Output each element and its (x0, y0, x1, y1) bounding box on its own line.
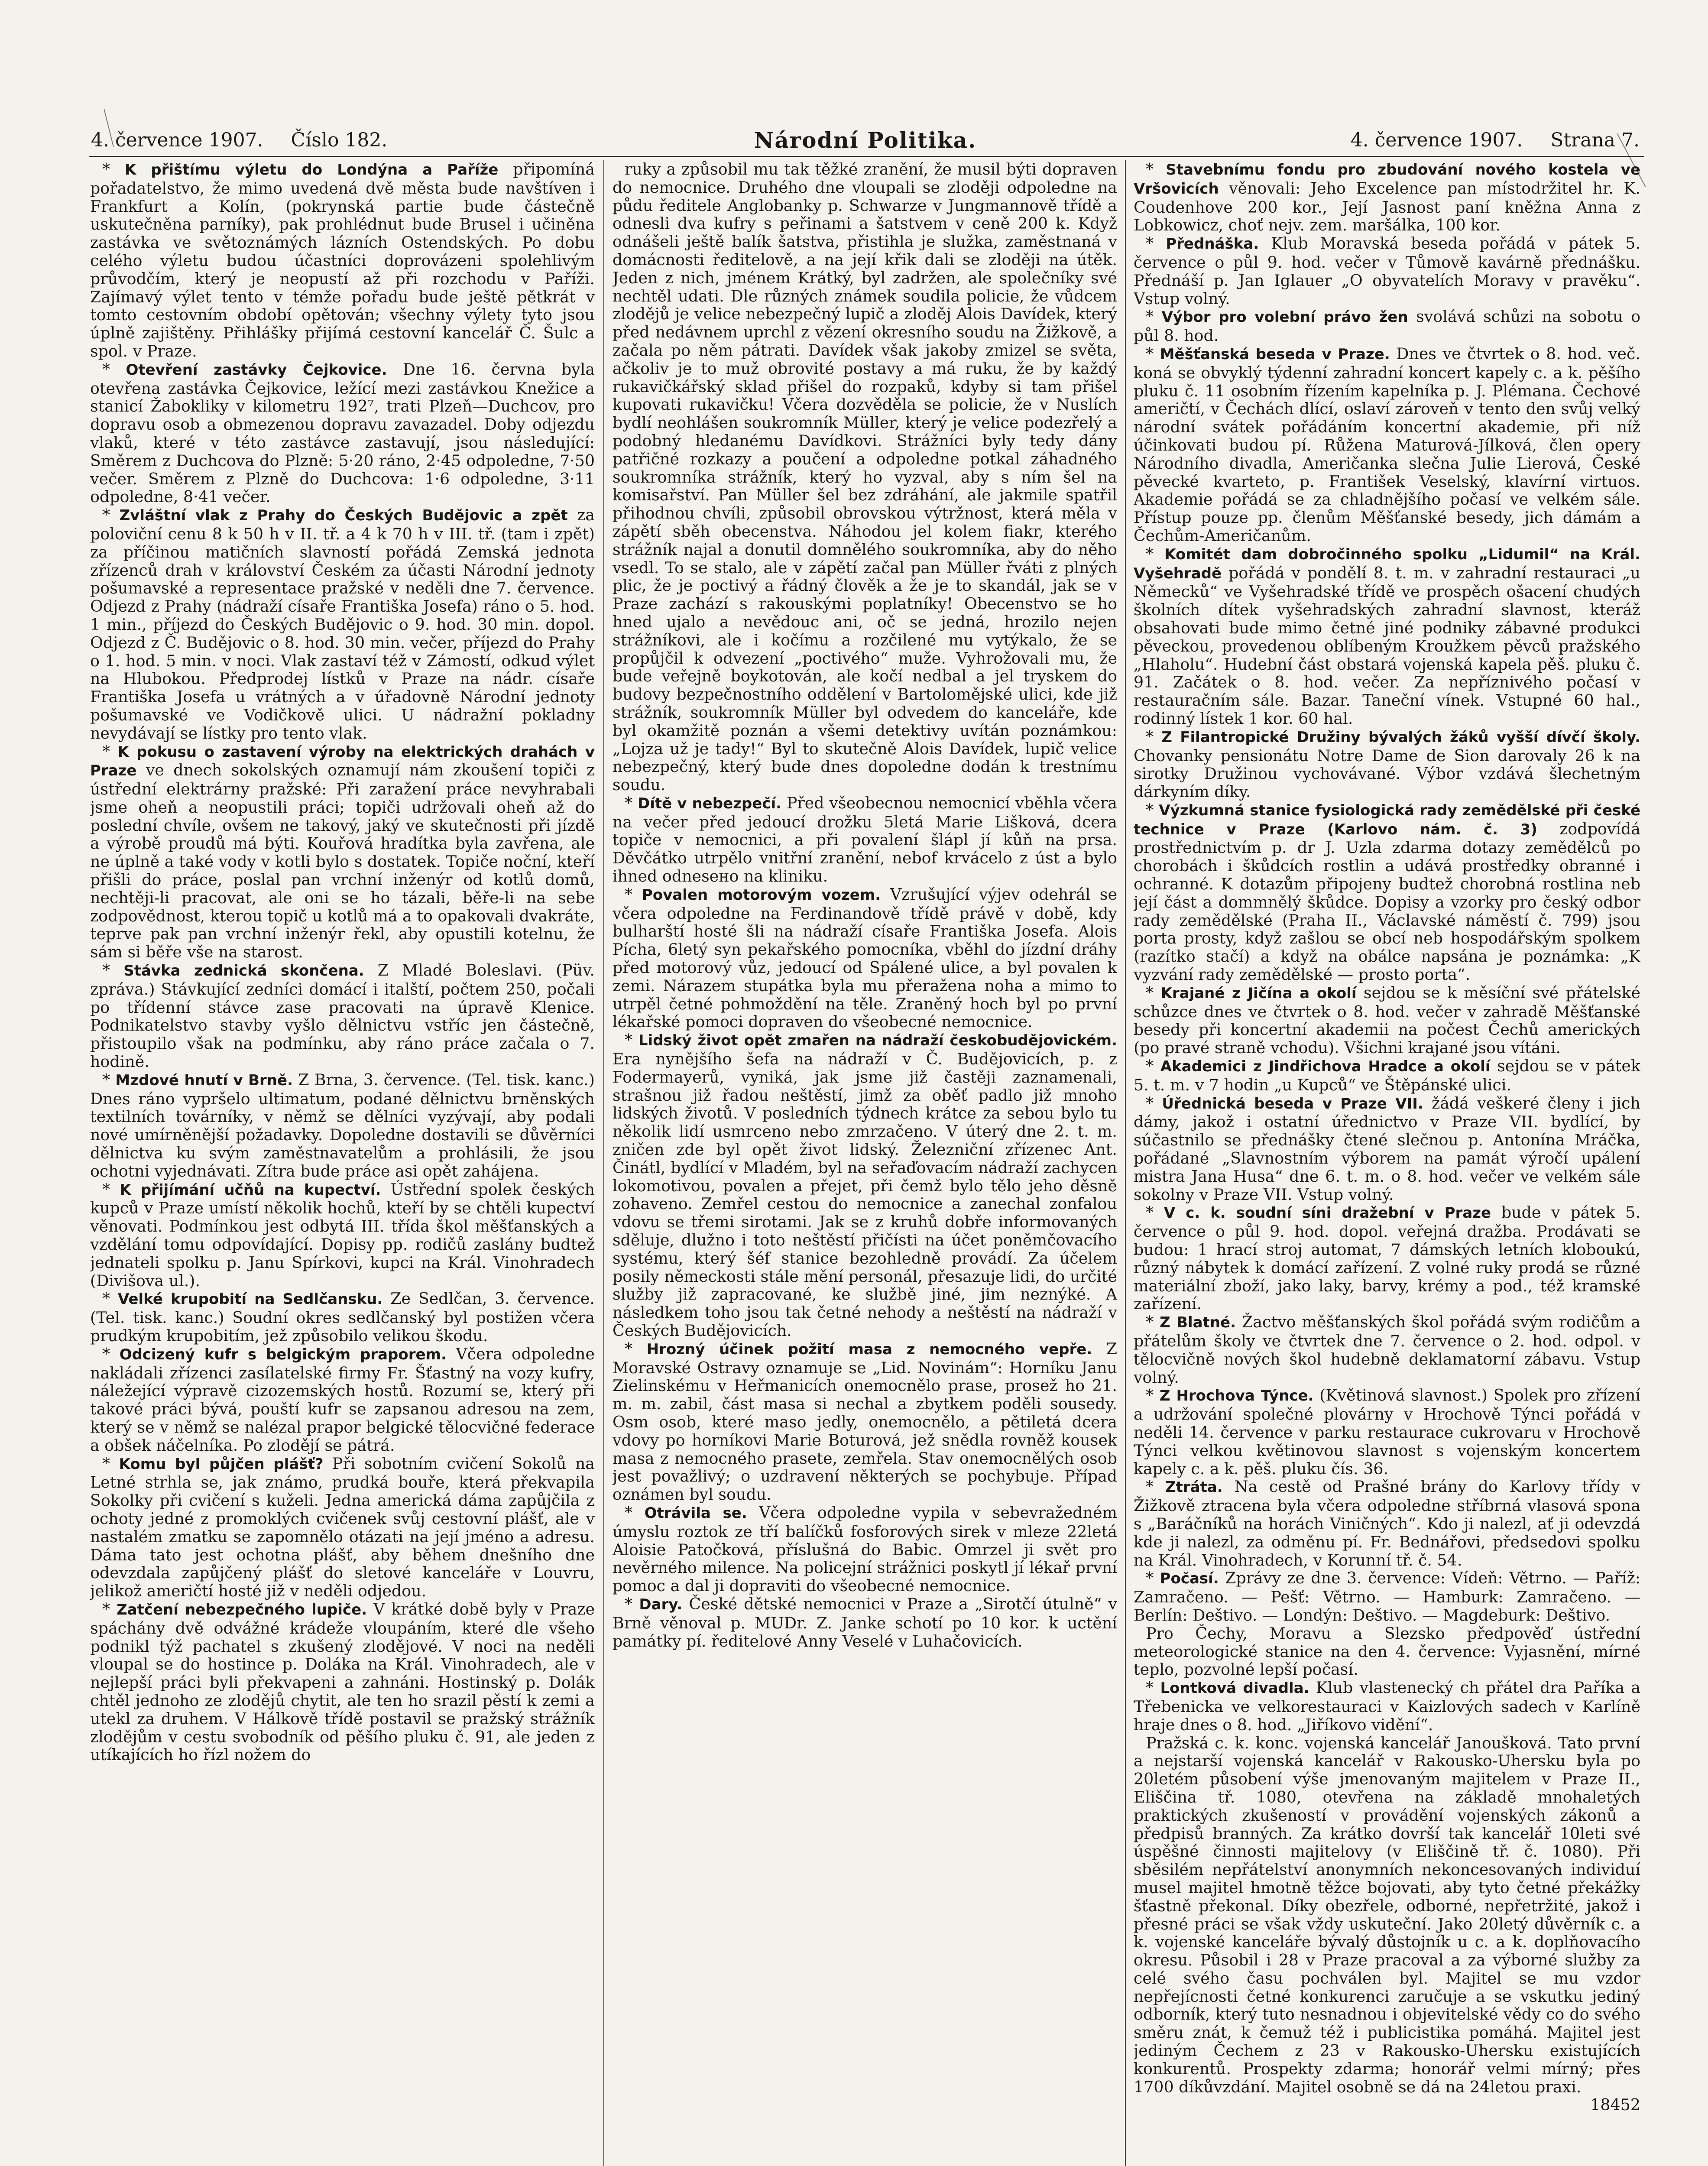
article-item: * K přištímu výletu do Londýna a Paříže připomíná pořadatelstvo, že mimo uvedená dvě města bude navštíven i Frankfurt a Kolín, (pokrynská partie bude částečně uskutečněna parníky), pak prohlédnut bude Brusel i učiněna zastávka ve světoznámých lázních Ostendských. Po dobu celého výletu budou účastníci doprovázeni spolehlivým průvodčím, který je neopustí až při rozchodu v Paříži. Zajímavý výlet tento v témže pořadu bude ještě pětkrát v tomto cestovním období opětován; všechny výlety tyto jsou úplně zajištěny. Přihlášky přijímá cestovní kancelář Č. Šulc a spol. v Praze. (90, 160, 595, 360)
article-heading: Z Hrochova Týnce. (1159, 1387, 1314, 1405)
article-heading: Z Blatné. (1160, 1314, 1236, 1332)
article-heading: Měšťanská beseda v Praze. (1160, 345, 1390, 363)
article-body: Z Brna, 3. července. (Tel. tisk. kanc.) Dnes ráno vypršelo ultimatum, podané dělnictvu brněnských textilních továrníky, v němž se dělníci vyzývají, aby podali nové umírněnější požadavky. Dopoledne dostavili se důvěrníci dělnictva ku svým zaměstnavatelům a prohlásili, že jsou ochotni vyjednávati. Zítra bude práce asi opět zahájena. (90, 1070, 595, 1180)
article-body: svolává schůzi na sobotu o půl 8. hod. (1134, 307, 1640, 345)
article-heading: Počasí. (1160, 1570, 1219, 1588)
article-item: * Dítě v nebezpečí. Před všeobecnou nemocnicí vběhla včera na večer před jedoucí drožku 5letá Marie Lišková, dcera topiče v nemocnici, a při povalení šlápl jí kůň na prsa. Děvčátko utrpělo vnitřní zranění, nebof krvácelo z úst a bylo ihned odnesено na kliniku. (613, 793, 1117, 886)
article-heading: Mzdové hnutí v Brně. (115, 1071, 293, 1089)
article-item: * Výbor pro volební právo žen svolává schůzi na sobotu o půl 8. hod. (1134, 307, 1640, 345)
article-body: pořádá v pondělí 8. t. m. v zahradní restauraci „u Německů“ ve Vyšehradské třídě ve prospěch ošacení chudých školních dítek vyšehradských zahradní slavnost, kteráž obsahovati bude mimo četné jiné podniky zábavné produkci pěveckou, provedenou oblíbeným Kroužkem pěvců pražského „Hlaholu“. Hudební část obstará vojenská kapela pěš. pluku č. 91. Začátek o 8. hod. večer. Za nepříznivého počasí v restauračním sále. Bazar. Taneční vínek. Vstupné 60 hal., rodinný lístek 1 kor. 60 hal. (1134, 563, 1640, 728)
article-heading: Lontková divadla. (1160, 1680, 1309, 1697)
article-body: Z Moravské Ostravy oznamuje se „Lid. Novinám“: Horníku Janu Zielinskému v Heřmanicích onemocnělo prase, prosež ho 21. m. m. zabil, část masa si nechal a zbytkem poděli sousedy. Osm osob, které maso jedly, onemocnělo, a pětiletá dcera vdovy po horníkovi Marie Boturová, jež snědla rovněž kousek masa z nemocného prasete, zemřela. Stav onemocnělých osob jest považlivý; o uzdravení některých se pochybuje. Případ oznámen byl soudu. (613, 1339, 1117, 1504)
article-body: zodpovídá prostřednictvím p. dr J. Uzla zdarma dotazy zemědělců po chorobách i škůdcích rostlin a udává prostředky obranné i ochranné. K dotazům připojeny budtež chorobná rostlina neb její část a dommnělý škůdce. Dopisy a vzorky pro český odbor rady zemědělské (Praha II., Václavské náměstí č. 799) jsou porta prosty, když zašlou se obcí neb hospodářským spolkem (razítko stačí) a když na obálce napsána je poznámka: „K vyzvání rady zemědělské — prosto porta“. (1134, 819, 1640, 984)
article-item: * V c. k. soudní síni dražební v Praze bude v pátek 5. července o půl 9. hod. dopol. veřejná dražba. Prodávati se budou: 1 hrací stroj automat, 7 dámských letních kloboukú, různý nábytek k domácí zařízení. Z volné ruky prodá se různé materiální zboží, jako laky, barvy, krémy a pod., též kramské zařízení. (1134, 1203, 1640, 1313)
article-heading: Komitét dam dobročinného spolku „Lidumil“ na Král. Vyšehradě (1134, 545, 1640, 582)
article-body: Včera odpoledne nakládali zřízenci zasílatelské firmy Fr. Šťastný na vozy kufry, náležející výpravě cizozemských hostů. Rozumí se, který při takové práci bývá, pouští kufr se zapsanou adresou na zem, který se v němž se nalézal prapor belgické tělocvičné federace a obšek náčelníka. Po zlodějí se pátrá. (90, 1344, 595, 1455)
article-item (1134, 2096, 1640, 2114)
header-left (91, 129, 387, 151)
article-item: * Počasí. Zprávy ze dne 3. července: Vídeň: Větrno. — Paříž: Zamračeno. — Pešť: Větrno. — Hamburk: Zamračeno. — Berlín: Deštivo. — Londýn: Deštivo. — Magdeburk: Deštivo. (1134, 1569, 1640, 1624)
header-right (1351, 129, 1640, 151)
article-heading: Výzkumná stanice fysiologická rady zemědělské při české technice v Praze (Karlovo nám. č. 3) (1134, 801, 1640, 838)
article-body: Dnes ve čtvrtek o 8. hod. več. koná se obvyklý týdenní zahradní koncert kapely c. a k. pěšího pluku č. 11 osobním řízením kapelníka p. J. Plémana. Čechové američtí, v Čechách dlící, oslaví zároveň v tento den svůj velký národní svátek pořádáním koncertní akademie, při níž účinkovati budou pí. Růžena Maturová-Jílková, člen opery Národního divadla, Američanka slečna Julie Lierová, České pěvecké kvarteto, p. František Veselský, klavírní virtuos. Akademie pořádá se za chladnějšího počasí ve velkém sále. Přístup pouze pp. členům Měšťanské besedy, jich dámám a Čechům-Američanům. (1134, 344, 1640, 545)
article-item: * Z Filantropické Družiny bývalých žáků vyšší dívčí školy. Chovanky pensionátu Notre Dame de Sion darovaly 26 k na sirotky Družinou vychovávané. Výbor vzdává šlechetným dárkyním díky. (1134, 727, 1640, 801)
article-heading: Ztráta. (1165, 1479, 1223, 1496)
article-item: * Dary. České dětské nemocnici v Praze a „Sirotčí útulně“ v Brně věnoval p. MUDr. Z. Janke schotí po 10 kor. k uctění památky pí. ředitelové Anny Veselé v Luhačovicích. (613, 1594, 1117, 1650)
article-body: Ze Sedlčan, 3. července. (Tel. tisk. kanc.) Soudní okres sedlčanský byl postižen včera prudkým krupobitím, jež způsobilo velikou škodu. (90, 1289, 595, 1345)
article-item: * Výzkumná stanice fysiologická rady zemědělské při české technice v Praze (Karlovo nám. č. 3) zodpovídá prostřednictvím p. dr J. Uzla zdarma dotazy zemědělců po chorobách i škůdcích rostlin a udává prostředky obranné i ochranné. K dotazům připojeny budtež chorobná rostlina neb její část a dommnělý škůdce. Dopisy a vzorky pro český odbor rady zemědělské (Praha II., Václavské náměstí č. 799) jsou porta prosty, když zašlou se obcí neb hospodářským spolkem (razítko stačí) a když na obálce napsána je poznámka: „K vyzvání rady zemědělské — prosto porta“. (1134, 800, 1640, 984)
article-heading: Přednáška. (1166, 235, 1259, 253)
article-item: * Povalen motorovým vozem. Vzrušující výjev odehrál se včera odpoledne na Ferdinandově třídě právě v době, kdy bulharští hosté šli na nádraží císaře Františka Josefa. Alois Pícha, 6letý syn pekařského pomocníka, vběhl do jízdní dráhy před motorový vůz, jedoucí od Spálené ulice, a byl povalen k zemi. Nárazem stupátka byla mu přeražena noha a mimo to utrpěl četné pohmoždění na těle. Zraněný hoch byl po první lékařské pomoci dopraven do všeobecné nemocnice. (613, 885, 1117, 1031)
article-item: * Otevření zastávky Čejkovice. Dne 16. června byla otevřena zastávka Čejkovice, ležící mezi zastávkou Knežice a stanicí Žabokliky v kilometru 192⁷, trati Plzeň—Duchcov, pro dopravu osob a obmezenou dopravu zavazadel. Doby odjezdu vlaků, které v této zastávce zastavují, jsou následující: Směrem z Duchcova do Plzně: 5·20 ráno, 2·45 odpoledne, 7·50 večer. Směrem z Plzně do Duchcova: 1·6 odpoledne, 3·11 odpoledne, 8·41 večer. (90, 360, 595, 506)
article-item (1134, 1734, 1640, 2096)
article-body: Pro Čechy, Moravu a Slezsko předpověď ústřední meteorologické stanice na den 4. července: Vyjasnění, mírné teplo, pozvolné lepší počasí. (1134, 1624, 1640, 1679)
article-heading: Hrozný účinek požití masa z nemocného vepře. (646, 1340, 1092, 1358)
column-3 (1134, 160, 1640, 2166)
article-body: Ústřední spolek českých kupců v Praze umístí několik hochů, kteří by se chtěli kupectví věnovati. Podmínkou jest odbytá III. třída škol měšťanských a vzdělání tomu odpovídající. Dopisy pp. rodičů zaslány budtež jednateli spolku p. Janu Spírkovi, kupci na Král. Vinohradech (Divišova ul.). (90, 1180, 595, 1290)
article-body: Klub Moravská beseda pořádá v pátek 5. července o půl 9. hod. večer v Tůmově kavárně přednášku. Přednáší p. Jan Iglauer „O obyvatelích Moravy v pravěku“. Vstup volný. (1134, 234, 1640, 308)
column-rule (603, 160, 604, 2166)
article-body: sejdou se v pátek 5. t. m. v 7 hodin „u Kupců“ ve Štěpánské ulici. (1134, 1057, 1640, 1094)
article-item: * Velké krupobití na Sedlčansku. Ze Sedlčan, 3. července. (Tel. tisk. kanc.) Soudní okres sedlčanský byl postižen včera prudkým krupobitím, jež způsobilo velikou škodu. (90, 1289, 595, 1345)
article-item: * Krajané z Jičína a okolí sejdou se k měsíční své přátelské schůzce dnes ve čtvrtek o 8. hod. večer v zahradě Měšťanské besedy při koncertní akademii na počest Čechů amerických (po pravé straně vchodu). Všichni krajané jsou vítáni. (1134, 983, 1640, 1057)
article-heading: Výbor pro volební právo žen (1161, 308, 1408, 326)
article-item: * K pokusu o zastavení výroby na elektrických drahách v Praze ve dnech sokolských oznamují nám zkoušení topiči z ústřední elektrárny pražské: Při zaražení práce nevyhrabali jsme oheň a neopustili práci; topiči udržovali oheň až do poslední chvíle, ovšem ne takový, jaký ve skutečnosti při jízdě a výrobě proudů má býti. Kouřová hradítka byla zavřena, ale ne úplně a také vody v kotli bylo s dostatek. Topiče noční, kteří přišli do práce, poslal pan vrchní inženýr od kotlů domů, nechtěji-li pracovat, ale oni se ho tázali, běře-li na sebe zodpovědnost, kterou topič u kotlů má a to opakovali dvakráte, teprve pak pan vrchní inženýr řekl, aby opustili kotelnu, že sám si běře vše na starost. (90, 742, 595, 962)
article-heading: Dary. (639, 1595, 683, 1613)
article-item: * Z Blatné. Žactvo měšťanských škol pořádá svým rodičům a přátelům školy ve čtvrtek dne 7. července o 2. hod. odpol. v tělocvičně nových škol hudebně deklamatorní zábavu. Vstup volný. (1134, 1313, 1640, 1387)
article-body: Pražská c. k. konc. vojenská kancelář Janoušková. Tato první a nejstarší vojenská kancelář v Rakousko-Uhersku byla po 20letém působení výše jmenovaným majitelem v Praze II., Eliščina tř. 1080, otevřena na základě mnohaletých praktických zkušeností v provádění vojenských zákonů a předpisů branných. Za krátko dovrší tak kancelář 10leti své úspěšné činnosti majitelovy (v Eliščině tř. č. 1080). Při sběsilém nepřátelství anonymních nekoncesovaných individuí musel majitel hmotně těžce bojovati, aby tyto četné překážky šťastně překonal. Díky obezřele, odborné, nepřetržité, jakož i přesné práci se však vždy uskuteční. Jako 20letý důvěrník c. a k. vojenské kanceláře bývalý důstojník u c. a k. doplňovacího okresu. Působil i 28 v Praze pracoval a za výborné služby za celé svého času pochválen byl. Majitel se mu vzdor nepřejícnosti četné konkurenci zaručuje a se vskutku jediný odborník, který tuto nesnadnou i objevitelské vědy co do svého směru znát, k čemuž též i publicistika pomáhá. Majitel jest jediným Čechem z 23 v Rakousko-Uhersku existujících konkurentů. Prospekty zdarma; honorář velmi mírný; přes 1700 díkůvzdání. Majitel osobně se dá na 24letou praxi. (1134, 1733, 1640, 2096)
column-1 (90, 160, 595, 2166)
header-issue-number: Číslo 182. (291, 129, 388, 151)
article-body: věnovali: Jeho Excelence pan místodržitel hr. K. Coudenhove 200 kor., Její Jasnost paní kněžna Anna z Lobkowicz, choť nejv. zem. maršálka, 100 kor. (1134, 178, 1640, 235)
article-body: Dne 16. června byla otevřena zastávka Čejkovice, ležící mezi zastávkou Knežice a stanicí Žabokliky v kilometru 192⁷, trati Plzeň—Duchcov, pro dopravu osob a obmezenou dopravu zavazadel. Doby odjezdu vlaků, které v této zastávce zastavují, jsou následující: Směrem z Duchcova do Plzně: 5·20 ráno, 2·45 odpoledne, 7·50 večer. Směrem z Plzně do Duchcova: 1·6 odpoledne, 3·11 odpoledne, 8·41 večer. (90, 360, 595, 506)
article-body: (Květinová slavnost.) Spolek pro zřízení a udržování společné plovárny v Hrochově Týnci pořádá v neděli 14. července v parku restaurace cukrovaru v Hrochově Týnci velkou květinovou slavnost s vojenským koncertem kapely c. a k. pěš. pluku čís. 36. (1134, 1386, 1640, 1478)
article-heading: V c. k. soudní síni dražební v Praze (1164, 1204, 1491, 1222)
article-body: za poloviční cenu 8 k 50 h v II. tř. a 4 k 70 h v III. tř. (tam i zpět) za příčinou matičních slavností pořádá Zemská jednota zřízenců drah v království Českém za účasti Národní jednoty pošumavské a representace pražské v neděli dne 7. července. Odjezd z Prahy (nádraží císaře Františka Josefa) ráno o 5. hod. 1 min., příjezd do Českých Budějovic o 9. hod. 30 min. dopol. Odjezd z Č. Budějovic o 8. hod. 30 min. večer, příjezd do Prahy o 1. hod. 5 min. v noci. Vlak zastaví též v Zámostí, odkud výlet na Hlubokou. Předprodej lístků v Praze na nádr. císaře Františka Josefa u vrátných a v úřadovně Národní jednoty pošumavské ve Vodičkově ulici. U nádražní pokladny nevydávají se lístky pro tento vlak. (90, 506, 595, 743)
article-heading: Stávka zednická skončena. (123, 962, 364, 980)
article-item: * Lidský život opět zmařen na nádraží českobudějovickém. Era nynějšího šefa na nádraží v Č. Budějovicích, p. z Fodermayerů, vyniká, jak jsme již častěji zaznamenali, strašnou již řadou neštěstí, jimž za oběť padlo již mnoho lidských životů. V posledních týdnech krátce za sebou bylo tu několik lidí usmrceno nebo zmrzačeno. V úterý dne 2. t. m. zničen zde byl opět život lidský. Železniční zřízenec Ant. Činátl, bydlící v Mladém, byl na seřaďovacím nádraží zachycen lokomotivou, povalen a přejet, při čemž bylo tělo jeho děsně zohaveno. Zemřel cestou do nemocnice a zanechal zonfalou vdovu se třemi sirotami. Jak se z kruhů dobře informovaných sděluje, dlužno i toto neštěstí přičísti na účet poněmčovacího systému, který šéf stanice bezohledně provádí. Za účelem posily německosti stále mění personál, přesazuje lidi, do určité služby již zapracované, ke službě jiné, jim neznýké. A následkem toho jsou tak četné nehody a neštěstí na nádraží v Českých Budějovicích. (613, 1031, 1117, 1340)
article-item: * Zvláštní vlak z Prahy do Českých Budějovic a zpět za poloviční cenu 8 k 50 h v II. tř. a 4 k 70 h v III. tř. (tam i zpět) za příčinou matičních slavností pořádá Zemská jednota zřízenců drah v království Českém za účasti Národní jednoty pošumavské a representace pražské v neděli dne 7. července. Odjezd z Prahy (nádraží císaře Františka Josefa) ráno o 5. hod. 1 min., příjezd do Českých Budějovic o 9. hod. 30 min. dopol. Odjezd z Č. Budějovic o 8. hod. 30 min. večer, příjezd do Prahy o 1. hod. 5 min. v noci. Vlak zastaví též v Zámostí, odkud výlet na Hlubokou. Předprodej lístků v Praze na nádr. císaře Františka Josefa u vrátných a v úřadovně Národní jednoty pošumavské ve Vodičkově ulici. U nádražní pokladny nevydávají se lístky pro tento vlak. (90, 506, 595, 743)
article-body: sejdou se k měsíční své přátelské schůzce dnes ve čtvrtek o 8. hod. večer v zahradě Měšťanské besedy při koncertní akademii na počest Čechů amerických (po pravé straně vchodu). Všichni krajané jsou vítáni. (1134, 983, 1640, 1057)
header-date-left: 4. července 1907. (91, 129, 263, 151)
article-heading: Velké krupobití na Sedlčansku. (118, 1291, 383, 1308)
page-header (91, 125, 1640, 155)
article-item: * Ztráta. Na cestě od Prašné brány do Karlovy třídy v Žižkově ztracena byla včera odpoledne stříbrná vlasová spona s „Baráčníků na horách Viničných“. Kdo ji nalezl, ať ji odevzdá kde ji nalezl, za odměnu pí. Fr. Bednářovi, předsedovi spolku na Král. Vinohradech, v Korunní tř. č. 54. (1134, 1477, 1640, 1569)
article-item: * Přednáška. Klub Moravská beseda pořádá v pátek 5. července o půl 9. hod. večer v Tůmově kavárně přednášku. Přednáší p. Jan Iglauer „O obyvatelích Moravy v pravěku“. Vstup volný. (1134, 234, 1640, 308)
article-item: * Mzdové hnutí v Brně. Z Brna, 3. července. (Tel. tisk. kanc.) Dnes ráno vypršelo ultimatum, podané dělnictvu brněnských textilních továrníky, v němž se dělníci vyzývají, aby podali nové umírněnější požadavky. Dopoledne dostavili se důvěrníci dělnictva ku svým zaměstnavatelům a prohlásili, že jsou ochotni vyjednávati. Zítra bude práce asi opět zahájena. (90, 1070, 595, 1180)
article-item: * Z Hrochova Týnce. (Květinová slavnost.) Spolek pro zřízení a udržování společné plovárny v Hrochově Týnci pořádá v neděli 14. července v parku restaurace cukrovaru v Hrochově Týnci velkou květinovou slavnost s vojenským koncertem kapely c. a k. pěš. pluku čís. 36. (1134, 1386, 1640, 1478)
article-item: * Otrávila se. Včera odpoledne vypila v sebevražedném úmyslu roztok ze tří balíčků fosforových sirek v mleze 22letá Aloisie Patočková, příslušná do Babic. Omrzel ji svět pro nevěrného milence. Na policejní strážnici poskytl jí lékař první pomoc a dal ji dopraviti do všeobecné nemocnice. (613, 1503, 1117, 1595)
article-body: žádá veškeré členy i jich dámy, jakož i ostatní úřednictvo v Praze VII. bydlící, by súčastnilo se přednášky čtené slečnou p. Antonína Mráčka, pořádané „Slavnostním výborem na památ výročí upálení mistra Jana Husa“ dne 6. t. m. o 8. hod. večer ve velkém sále sokolny v Praze VII. Vstup volný. (1134, 1093, 1640, 1204)
article-heading: Zvláštní vlak z Prahy do Českých Budějovic a zpět (119, 507, 568, 525)
article-item: * Úřednická beseda v Praze VII. žádá veškeré členy i jich dámy, jakož i ostatní úřednictvo v Praze VII. bydlící, by súčastnilo se přednášky čtené slečnou p. Antonína Mráčka, pořádané „Slavnostním výborem na památ výročí upálení mistra Jana Husa“ dne 6. t. m. o 8. hod. večer ve velkém sále sokolny v Praze VII. Vstup volný. (1134, 1093, 1640, 1204)
article-body: Včera odpoledne vypila v sebevražedném úmyslu roztok ze tří balíčků fosforových sirek v mleze 22letá Aloisie Patočková, příslušná do Babic. Omrzel ji svět pro nevěrného milence. Na policejní strážnici poskytl jí lékař první pomoc a dal ji dopraviti do všeobecné nemocnice. (613, 1503, 1117, 1595)
article-item: * Akademici z Jindřichova Hradce a okolí sejdou se v pátek 5. t. m. v 7 hodin „u Kupců“ ve Štěpánské ulici. (1134, 1057, 1640, 1094)
article-body: V krátké době byly v Praze spáchány dvě odvážné krádeže vloupáním, které dle všeho podnikl týž pachatel s zkušený zlodějové. V noci na neděli vloupal se do hostince p. Doláka na Král. Vinohradech, ale v nejlepší práci byli překvapeni a zahnáni. Hostinský p. Dolák chtěl jednoho ze zlodějů chytit, ale ten ho srazil pěstí k zemi a utekl za druhem. V Hálkově třídě postavil se pražský strážník zlodějům v cestu svobodník od pěšího pluku č. 91, ale jeden z utíkajících ho řízl nožem do (90, 1599, 595, 1764)
header-page-number: Strana 7. (1550, 129, 1640, 151)
article-heading: Úřednická beseda v Praze VII. (1162, 1095, 1423, 1112)
article-body: Z Mladé Boleslavi. (Püv. zpráva.) Stávkující zedníci domácí i italští, počtem 250, počali po třídenní stávce zase pracovati na úpravě Klenice. Podnikatelstvo stavby vyšlo dělnictvu vstříc jen částečně, přistoupilo však na podmínku, aby ráno práce začala o 7. hodině. (90, 961, 595, 1071)
article-body: 18452 (1590, 2095, 1640, 2114)
article-heading: Lidský život opět zmařen na nádraží českobudějovickém. (638, 1032, 1117, 1050)
article-item: * Lontková divadla. Klub vlastenecký ch přátel dra Paříka a Třebenicka ve velkorestauraci v Kaizlových sadech v Karlíně hraje dnes o 8. hod. „Jiříkovo vidění“. (1134, 1678, 1640, 1734)
article-heading: K přištímu výletu do Londýna a Paříže (124, 161, 499, 178)
header-rule (89, 156, 1644, 157)
article-item (1134, 1624, 1640, 1679)
article-body: Zprávy ze dne 3. července: Vídeň: Větrno. — Paříž: Zamračeno. — Pešť: Větrno. — Hamburk: Zamračeno. — Berlín: Deštivo. — Londýn: Deštivo. — Magdeburk: Deštivo. (1134, 1569, 1640, 1624)
header-date-right: 4. července 1907. (1350, 129, 1523, 151)
article-body: ruky a způsobil mu tak těžké zranění, že musil býti dopraven do nemocnice. Druhého dne vloupali se zloději odpoledne na půdu ředitele Anglobanky p. Schwarze v Jungmannově třídě a odnesli dva kufry s peřinami a šatstvem v ceně 200 k. Když odnášeli ještě balík šatstva, přistihla je služka, zaměstnaná v domácnosti ředitelově, a na její křik dali se zloději na útěk. Jeden z nich, jménem Krátký, byl zadržen, ale společníky své nechtěl udati. Dle různých známek soudila policie, že vůdcem zlodějů je velice nebezpečný lupič a zloděj Alois Davídek, který před nedávnem uprchl z vězení okresního soudu na Žižkově, a začala po něm pátrati. Davídek však jakoby zmizel se světa, ačkoliv je to muž obrovité postavy a má ruku, že by každý rukavičkářský sklad přišel do rozpaků, kdyby si tam přišel kupovati rukavičku! Včera dozvěděla se policie, že v Nuslích bydlí neohlášen soukromník Müller, který je velice podezřelý a podobný hledanému Davídkovi. Strážníci byly tedy dány patřičné rozkazy a poučení a odpoledne potkal záhadného soukromníka strážník, který ho vyzval, aby s ním šel na komisařství. Pan Müller šel bez zdráhání, ale jakmile spatřil přihodnou chvíli, způsobil obrovskou výtržnost, která měla v zápětí sběh obecenstva. Náhodou jel kolem fiakr, kterého strážník najal a donutil domnělého soukromníka, aby do něho vsedl. To se stalo, ale v zápětí začal pan Müller řváti z plných plic, že je poctivý a řádný člověk a že je to skandál, jak se v Praze zachází s rakouskými poplatníky! Obecenstvo se ho hned ujalo a nevědouc ani, oč se jedná, hrozilo nejen strážníkovi, ale i kočímu a rozčilené mu vytýkalo, že se propůjčil k odvezení „poctivého“ muže. Vyhrožovali mu, že bude veřejně boykotován, ale kočí nedbal a jel tryskem do budovy bezpečnostního oddělení v Bartolomějské ulici, kde již strážník, soukromník Müller byl odvedem do kanceláře, kde byl okamžitě poznán a všemi detektivy uvítán poznámkou: „Lojza už je tady!“ Byl to skutečně Alois Davídek, lupič velice nebezpečný, který bude dnes dopoledne dodán k trestnímu soudu. (613, 160, 1117, 794)
column-2 (613, 160, 1117, 2166)
article-item: * Komitét dam dobročinného spolku „Lidumil“ na Král. Vyšehradě pořádá v pondělí 8. t. m. v zahradní restauraci „u Německů“ ve Vyšehradské třídě ve prospěch ošacení chudých školních dítek vyšehradských zahradní slavnost, kteráž obsahovati bude mimo četné jiné podniky zábavné produkci pěveckou, provedenou oblíbeným Kroužkem pěvců pražského „Hlaholu“. Hudební část obstará vojenská kapela pěš. pluku č. 91. Začátek o 8. hod. večer. Za nepříznivého počasí v restauračním sále. Bazar. Taneční vínek. Vstupné 60 hal., rodinný lístek 1 kor. 60 hal. (1134, 544, 1640, 728)
article-item: * K přijímání učňů na kupectví. Ústřední spolek českých kupců v Praze umístí několik hochů, kteří by se chtěli kupectví věnovati. Podmínkou jest odbytá III. třída škol měšťanských a vzdělání tomu odpovídající. Dopisy pp. rodičů zaslány budtež jednateli spolku p. Janu Spírkovi, kupci na Král. Vinohradech (Divišova ul.). (90, 1180, 595, 1290)
article-heading: Krajané z Jičína a okolí (1160, 984, 1357, 1002)
article-body: Klub vlastenecký ch přátel dra Paříka a Třebenicka ve velkorestauraci v Kaizlových sadech v Karlíně hraje dnes o 8. hod. „Jiříkovo vidění“. (1134, 1678, 1640, 1734)
article-heading: Komu byl půjčen plášť? (119, 1455, 324, 1473)
article-heading: Zatčení nebezpečného lupiče. (117, 1601, 367, 1618)
article-body: ve dnech sokolských oznamují nám zkoušení topiči z ústřední elektrárny pražské: Při zaražení práce nevyhrabali jsme oheň a neopustili práci; topiči udržovali oheň až do poslední chvíle, ovšem ne takový, jaký ve skutečnosti při jízdě a výrobě proudů má býti. Kouřová hradítka byla zavřena, ale ne úplně a také vody v kotli bylo s dostatek. Topiče noční, kteří přišli do práce, poslal pan vrchní inženýr od kotlů domů, nechtěji-li pracovat, ale oni se ho tázali, běře-li na sebe zodpovědnost, kterou topič u kotlů má a to opakovali dvakráte, teprve pak pan vrchní inženýr řekl, aby opustili kotelnu, že sám si běře vše na starost. (90, 761, 595, 962)
article-body: Na cestě od Prašné brány do Karlovy třídy v Žižkově ztracena byla včera odpoledne stříbrná vlasová spona s „Baráčníků na horách Viničných“. Kdo ji nalezl, ať ji odevzdá kde ji nalezl, za odměnu pí. Fr. Bednářovi, předsedovi spolku na Král. Vinohradech, v Korunní tř. č. 54. (1134, 1477, 1640, 1569)
article-heading: Povalen motorovým vozem. (642, 886, 881, 904)
article-body: Chovanky pensionátu Notre Dame de Sion darovaly 26 k na sirotky Družinou vychovávané. Výbor vzdává šlechetným dárkyním díky. (1134, 746, 1640, 801)
column-rule (1125, 160, 1126, 2166)
article-heading: Z Filantropické Družiny bývalých žáků vyšší dívčí školy. (1161, 728, 1640, 746)
article-heading: Stavebnímu fondu pro zbudování nového kostela ve Vršovicích (1134, 161, 1640, 198)
article-item: * Odcizený kufr s belgickým praporem. Včera odpoledne nakládali zřízenci zasílatelské firmy Fr. Šťastný na vozy kufry, náležející výpravě cizozemských hostů. Rozumí se, který při takové práci bývá, pouští kufr se zapsanou adresou na zem, který se v němž se nalézal prapor belgické tělocvičné federace a obšek náčelníka. Po zlodějí se pátrá. (90, 1344, 595, 1455)
article-item: * Zatčení nebezpečného lupiče. V krátké době byly v Praze spáchány dvě odvážné krádeže vloupáním, které dle všeho podnikl týž pachatel s zkušený zlodějové. V noci na neděli vloupal se do hostince p. Doláka na Král. Vinohradech, ale v nejlepší práci byli překvapeni a zahnáni. Hostinský p. Dolák chtěl jednoho ze zlodějů chytit, ale ten ho srazil pěstí k zemi a utekl za druhem. V Hálkově třídě postavil se pražský strážník zlodějům v cestu svobodník od pěšího pluku č. 91, ale jeden z utíkajících ho řízl nožem do (90, 1599, 595, 1764)
article-item: * Komu byl půjčen plášť? Při sobotním cvičení Sokolů na Letné strhla se, jak známo, prudká bouře, která překvapila Sokolky při cvičení s kuželi. Jedna americká dáma zapůjčila z ochoty jedné z promoklých cvičenek svůj cestovní plášť, ale v nastalém zmatku se zapomnělo otázati na její jméno a adresu. Dáma tato jest ochotna plášť, aby během dnešního dne odevzdala zapůjčený plášť do sletové kanceláře v Louvru, jelikož američtí hosté již v neděli odjedou. (90, 1454, 595, 1601)
masthead-title: Národní Politika. (754, 127, 977, 153)
article-heading: Otevření zastávky Čejkovice. (126, 361, 387, 379)
article-item: * Stávka zednická skončena. Z Mladé Boleslavi. (Püv. zpráva.) Stávkující zedníci domácí i italští, počtem 250, počali po třídenní stávce zase pracovati na úpravě Klenice. Podnikatelstvo stavby vyšlo dělnictvu vstříc jen částečně, přistoupilo však na podmínku, aby ráno práce začala o 7. hodině. (90, 961, 595, 1071)
article-body: Žactvo měšťanských škol pořádá svým rodičům a přátelům školy ve čtvrtek dne 7. července o 2. hod. odpol. v tělocvičně nových škol hudebně deklamatorní zábavu. Vstup volný. (1134, 1313, 1640, 1387)
article-heading: Dítě v nebezpečí. (638, 794, 782, 812)
article-body: připomíná pořadatelstvo, že mimo uvedená dvě města bude navštíven i Frankfurt a Kolín, (pokrynská partie bude částečně uskutečněna parníky), pak prohlédnut bude Brusel i učiněna zastávka ve světoznámých lázních Ostendských. Po dobu celého výletu budou účastníci doprovázeni spolehlivým průvodčím, který je neopustí až při rozchodu v Paříži. Zajímavý výlet tento v témže pořadu bude ještě pětkrát v tomto cestovním období opětován; všechny výlety tyto jsou úplně zajištěny. Přihlášky přijímá cestovní kancelář Č. Šulc a spol. v Praze. (90, 160, 595, 360)
article-item: * Hrozný účinek požití masa z nemocného vepře. Z Moravské Ostravy oznamuje se „Lid. Novinám“: Horníku Janu Zielinskému v Heřmanicích onemocnělo prase, prosež ho 21. m. m. zabil, část masa si nechal a zbytkem poděli sousedy. Osm osob, které maso jedly, onemocnělo, a pětiletá dcera vdovy po horníkovi Marie Boturová, jež snědla rovněž kousek masa z nemocného prasete, zemřela. Stav onemocnělých osob jest považlivý; o uzdravení některých se pochybuje. Případ oznámen byl soudu. (613, 1339, 1117, 1504)
article-body: bude v pátek 5. července o půl 9. hod. dopol. veřejná dražba. Prodávati se budou: 1 hrací stroj automat, 7 dámských letních kloboukú, různý nábytek k domácí zařízení. Z volné ruky prodá se různé materiální zboží, jako laky, barvy, krémy a pod., též kramské zařízení. (1134, 1203, 1640, 1313)
article-heading: Otrávila se. (644, 1504, 747, 1522)
article-heading: K přijímání učňů na kupectví. (120, 1181, 381, 1199)
article-body: Vzrušující výjev odehrál se včera odpoledne na Ferdinandově třídě právě v době, kdy bulharští hosté šli na nádraží císaře Františka Josefa. Alois Pícha, 6letý syn pekařského pomocníka, vběhl do jízdní dráhy před motorový vůz, jedoucí od Spálené ulice, a byl povalen k zemi. Nárazem stupátka byla mu přeražena noha a mimo to utrpěl četné pohmoždění na těle. Zraněný hoch byl po první lékařské pomoci dopraven do všeobecné nemocnice. (613, 885, 1117, 1031)
article-body: Era nynějšího šefa na nádraží v Č. Budějovicích, p. z Fodermayerů, vyniká, jak jsme již častěji zaznamenali, strašnou již řadou neštěstí, jimž za oběť padlo již mnoho lidských životů. V posledních týdnech krátce za sebou bylo tu několik lidí usmrceno nebo zmrzačeno. V úterý dne 2. t. m. zničen zde byl opět život lidský. Železniční zřízenec Ant. Činátl, bydlící v Mladém, byl na seřaďovacím nádraží zachycen lokomotivou, povalen a přejet, při čemž bylo tělo jeho děsně zohaveno. Zemřel cestou do nemocnice a zanechal zonfalou vdovu se třemi sirotami. Jak se z kruhů dobře informovaných sděluje, dlužno i toto neštěstí přičísti na účet poněmčovacího systému, který šéf stanice bezohledně provádí. Za účelem posily německosti stále mění personál, přesazuje lidi, do určité služby již zapracované, ke službě jiné, jim neznýké. A následkem toho jsou tak četné nehody a neštěstí na nádraží v Českých Budějovicích. (613, 1050, 1117, 1340)
article-item: * Stavebnímu fondu pro zbudování nového kostela ve Vršovicích věnovali: Jeho Excelence pan místodržitel hr. K. Coudenhove 200 kor., Její Jasnost paní kněžna Anna z Lobkowicz, choť nejv. zem. maršálka, 100 kor. (1134, 160, 1640, 235)
article-body: České dětské nemocnici v Praze a „Sirotčí útulně“ v Brně věnoval p. MUDr. Z. Janke schotí po 10 kor. k uctění památky pí. ředitelové Anny Veselé v Luhačovicích. (613, 1594, 1117, 1650)
article-body: Před všeobecnou nemocnicí vběhla včera na večer před jedoucí drožku 5letá Marie Lišková, dcera topiče v nemocnici, a při povalení šlápl jí kůň na prsa. Děvčátko utrpělo vnitřní zranění, nebof krvácelo z úst a bylo ihned odnesено na kliniku. (613, 793, 1117, 886)
article-heading: Akademici z Jindřichova Hradce a okolí (1160, 1058, 1491, 1076)
article-item (613, 160, 1117, 794)
article-body: Při sobotním cvičení Sokolů na Letné strhla se, jak známo, prudká bouře, která překvapila Sokolky při cvičení s kuželi. Jedna americká dáma zapůjčila z ochoty jedné z promoklých cvičenek svůj cestovní plášť, ale v nastalém zmatku se zapomnělo otázati na její jméno a adresu. Dáma tato jest ochotna plášť, aby během dnešního dne odevzdala zapůjčený plášť do sletové kanceláře v Louvru, jelikož američtí hosté již v neděli odjedou. (90, 1454, 595, 1601)
article-heading: Odcizený kufr s belgickým praporem. (119, 1346, 447, 1363)
article-heading: K pokusu o zastavení výroby na elektrických drahách v Praze (90, 743, 595, 780)
article-item: * Měšťanská beseda v Praze. Dnes ve čtvrtek o 8. hod. več. koná se obvyklý týdenní zahradní koncert kapely c. a k. pěšího pluku č. 11 osobním řízením kapelníka p. J. Plémana. Čechové američtí, v Čechách dlící, oslaví zároveň v tento den svůj velký národní svátek pořádáním koncertní akademie, při níž účinkovati budou pí. Růžena Maturová-Jílková, člen opery Národního divadla, Američanka slečna Julie Lierová, České pěvecké kvarteto, p. František Veselský, klavírní virtuos. Akademie pořádá se za chladnějšího počasí ve velkém sále. Přístup pouze pp. členům Měšťanské besedy, jich dámám a Čechům-Američanům. (1134, 344, 1640, 545)
